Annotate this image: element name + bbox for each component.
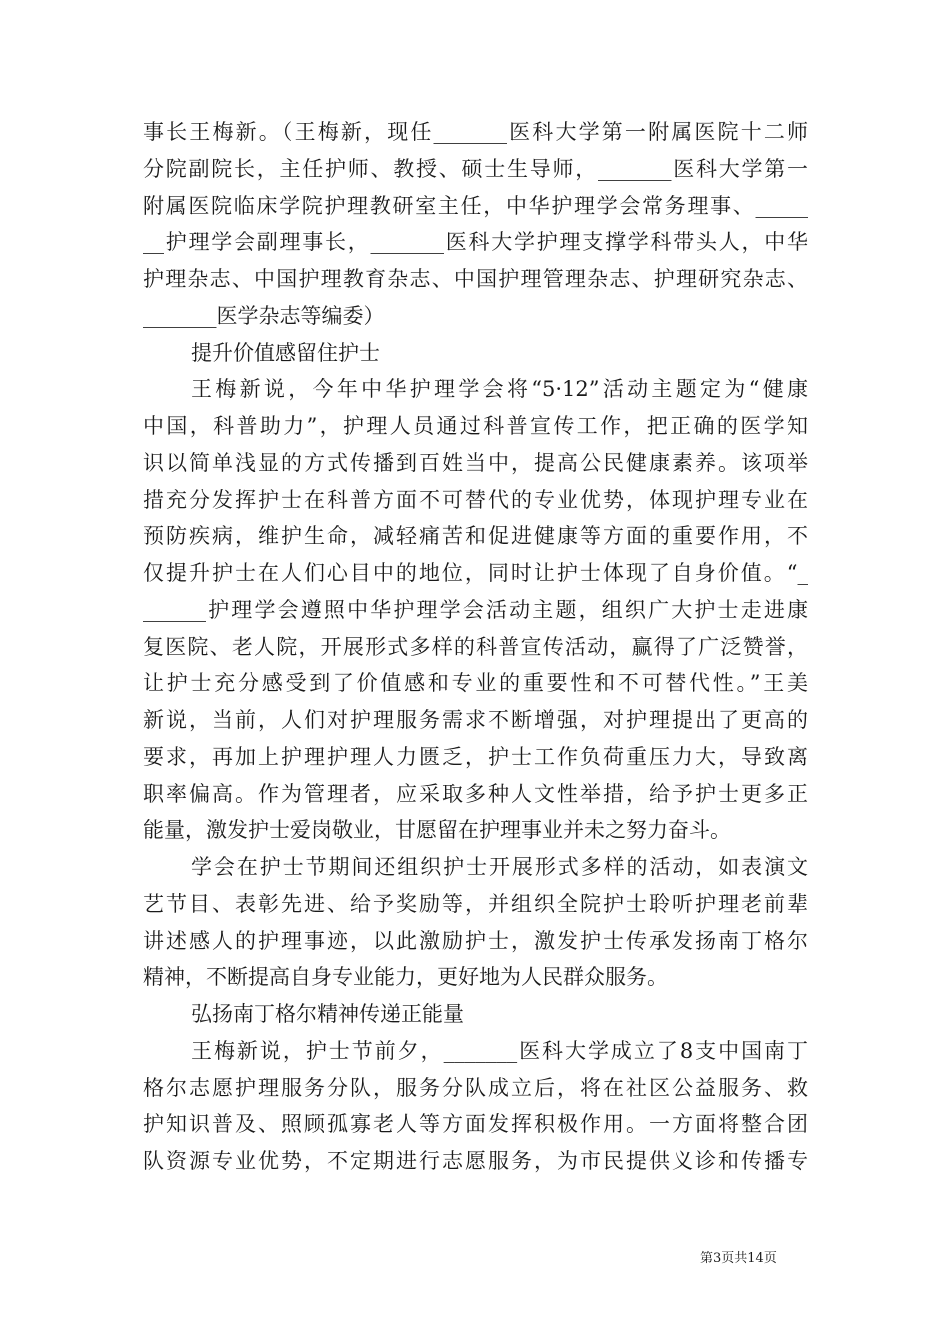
- text-line: 精神，不断提高自身专业能力，更好地为人民群众服务。: [143, 965, 668, 990]
- text-line: 措充分发挥护士在科普方面不可替代的专业优势，体现护理专业在: [143, 487, 808, 512]
- text-line: 讲述感人的护理事迹，以此激励护士，激发护士传承发扬南丁格尔: [143, 928, 808, 953]
- text-line: 新说，当前，人们对护理服务需求不断增强，对护理提出了更高的: [143, 708, 808, 732]
- section-heading: 弘扬南丁格尔精神传递正能量: [191, 1002, 464, 1026]
- text-line: 格尔志愿护理服务分队，服务分队成立后，将在社区公益服务、救: [143, 1075, 808, 1100]
- document-body: [143, 114, 808, 1180]
- text-line: 王梅新说，护士节前夕，_______医科大学成立了8支中国南丁: [191, 1038, 808, 1063]
- text-line: 预防疾病，维护生命，减轻痛苦和促进健康等方面的重要作用，不: [143, 524, 808, 549]
- text-line: 事长王梅新。（王梅新，现任_______医科大学第一附属医院十二师: [143, 120, 808, 144]
- text-line: 艺节目、表彰先进、给予奖励等，并组织全院护士聆听护理老前辈: [143, 891, 808, 916]
- text-line: 队资源专业优势，不定期进行志愿服务，为市民提供义诊和传播专: [143, 1149, 808, 1173]
- text-line: 学会在护士节期间还组织护士开展形式多样的活动，如表演文: [191, 855, 808, 879]
- text-line: ______护理学会遵照中华护理学会活动主题，组织广大护士走进康: [143, 597, 808, 622]
- text-line: 王梅新说，今年中华护理学会将“5·12”活动主题定为“健康: [191, 377, 808, 402]
- text-line: 中国，科普助力”，护理人员通过科普宣传工作，把正确的医学知: [143, 414, 808, 438]
- text-line: 分院副院长，主任护师、教授、硕士生导师，_______医科大学第一: [143, 156, 808, 181]
- text-line: 要求，再加上护理护理人力匮乏，护士工作负荷重压力大，导致离: [143, 744, 808, 769]
- text-line: 仅提升护士在人们心目中的地位，同时让护士体现了自身价值。“_: [143, 561, 808, 585]
- text-line: 附属医院临床学院护理教研室主任，中华护理学会常务理事、_____: [143, 193, 808, 218]
- text-line: _______医学杂志等编委）: [143, 303, 385, 328]
- text-line: 让护士充分感受到了价值感和专业的重要性和不可替代性。”王美: [143, 671, 808, 696]
- text-line: 识以简单浅显的方式传播到百姓当中，提高公民健康素养。该项举: [143, 450, 808, 475]
- text-line: 护知识普及、照顾孤寡老人等方面发挥积极作用。一方面将整合团: [143, 1112, 808, 1137]
- page-number: 第3页共14页: [700, 1251, 777, 1266]
- text-line: 职率偏高。作为管理者，应采取多种人文性举措，给予护士更多正: [143, 781, 808, 806]
- text-line: 护理杂志、中国护理教育杂志、中国护理管理杂志、护理研究杂志、: [143, 267, 808, 291]
- text-line: 能量，激发护士爱岗敬业，甘愿留在护理事业并未之努力奋斗。: [143, 818, 731, 843]
- text-line: 复医院、老人院，开展形式多样的科普宣传活动，赢得了广泛赞誉，: [143, 634, 808, 659]
- text-line: __护理学会副理事长，_______医科大学护理支撑学科带头人，中华: [143, 230, 808, 255]
- section-heading: 提升价值感留住护士: [191, 340, 380, 365]
